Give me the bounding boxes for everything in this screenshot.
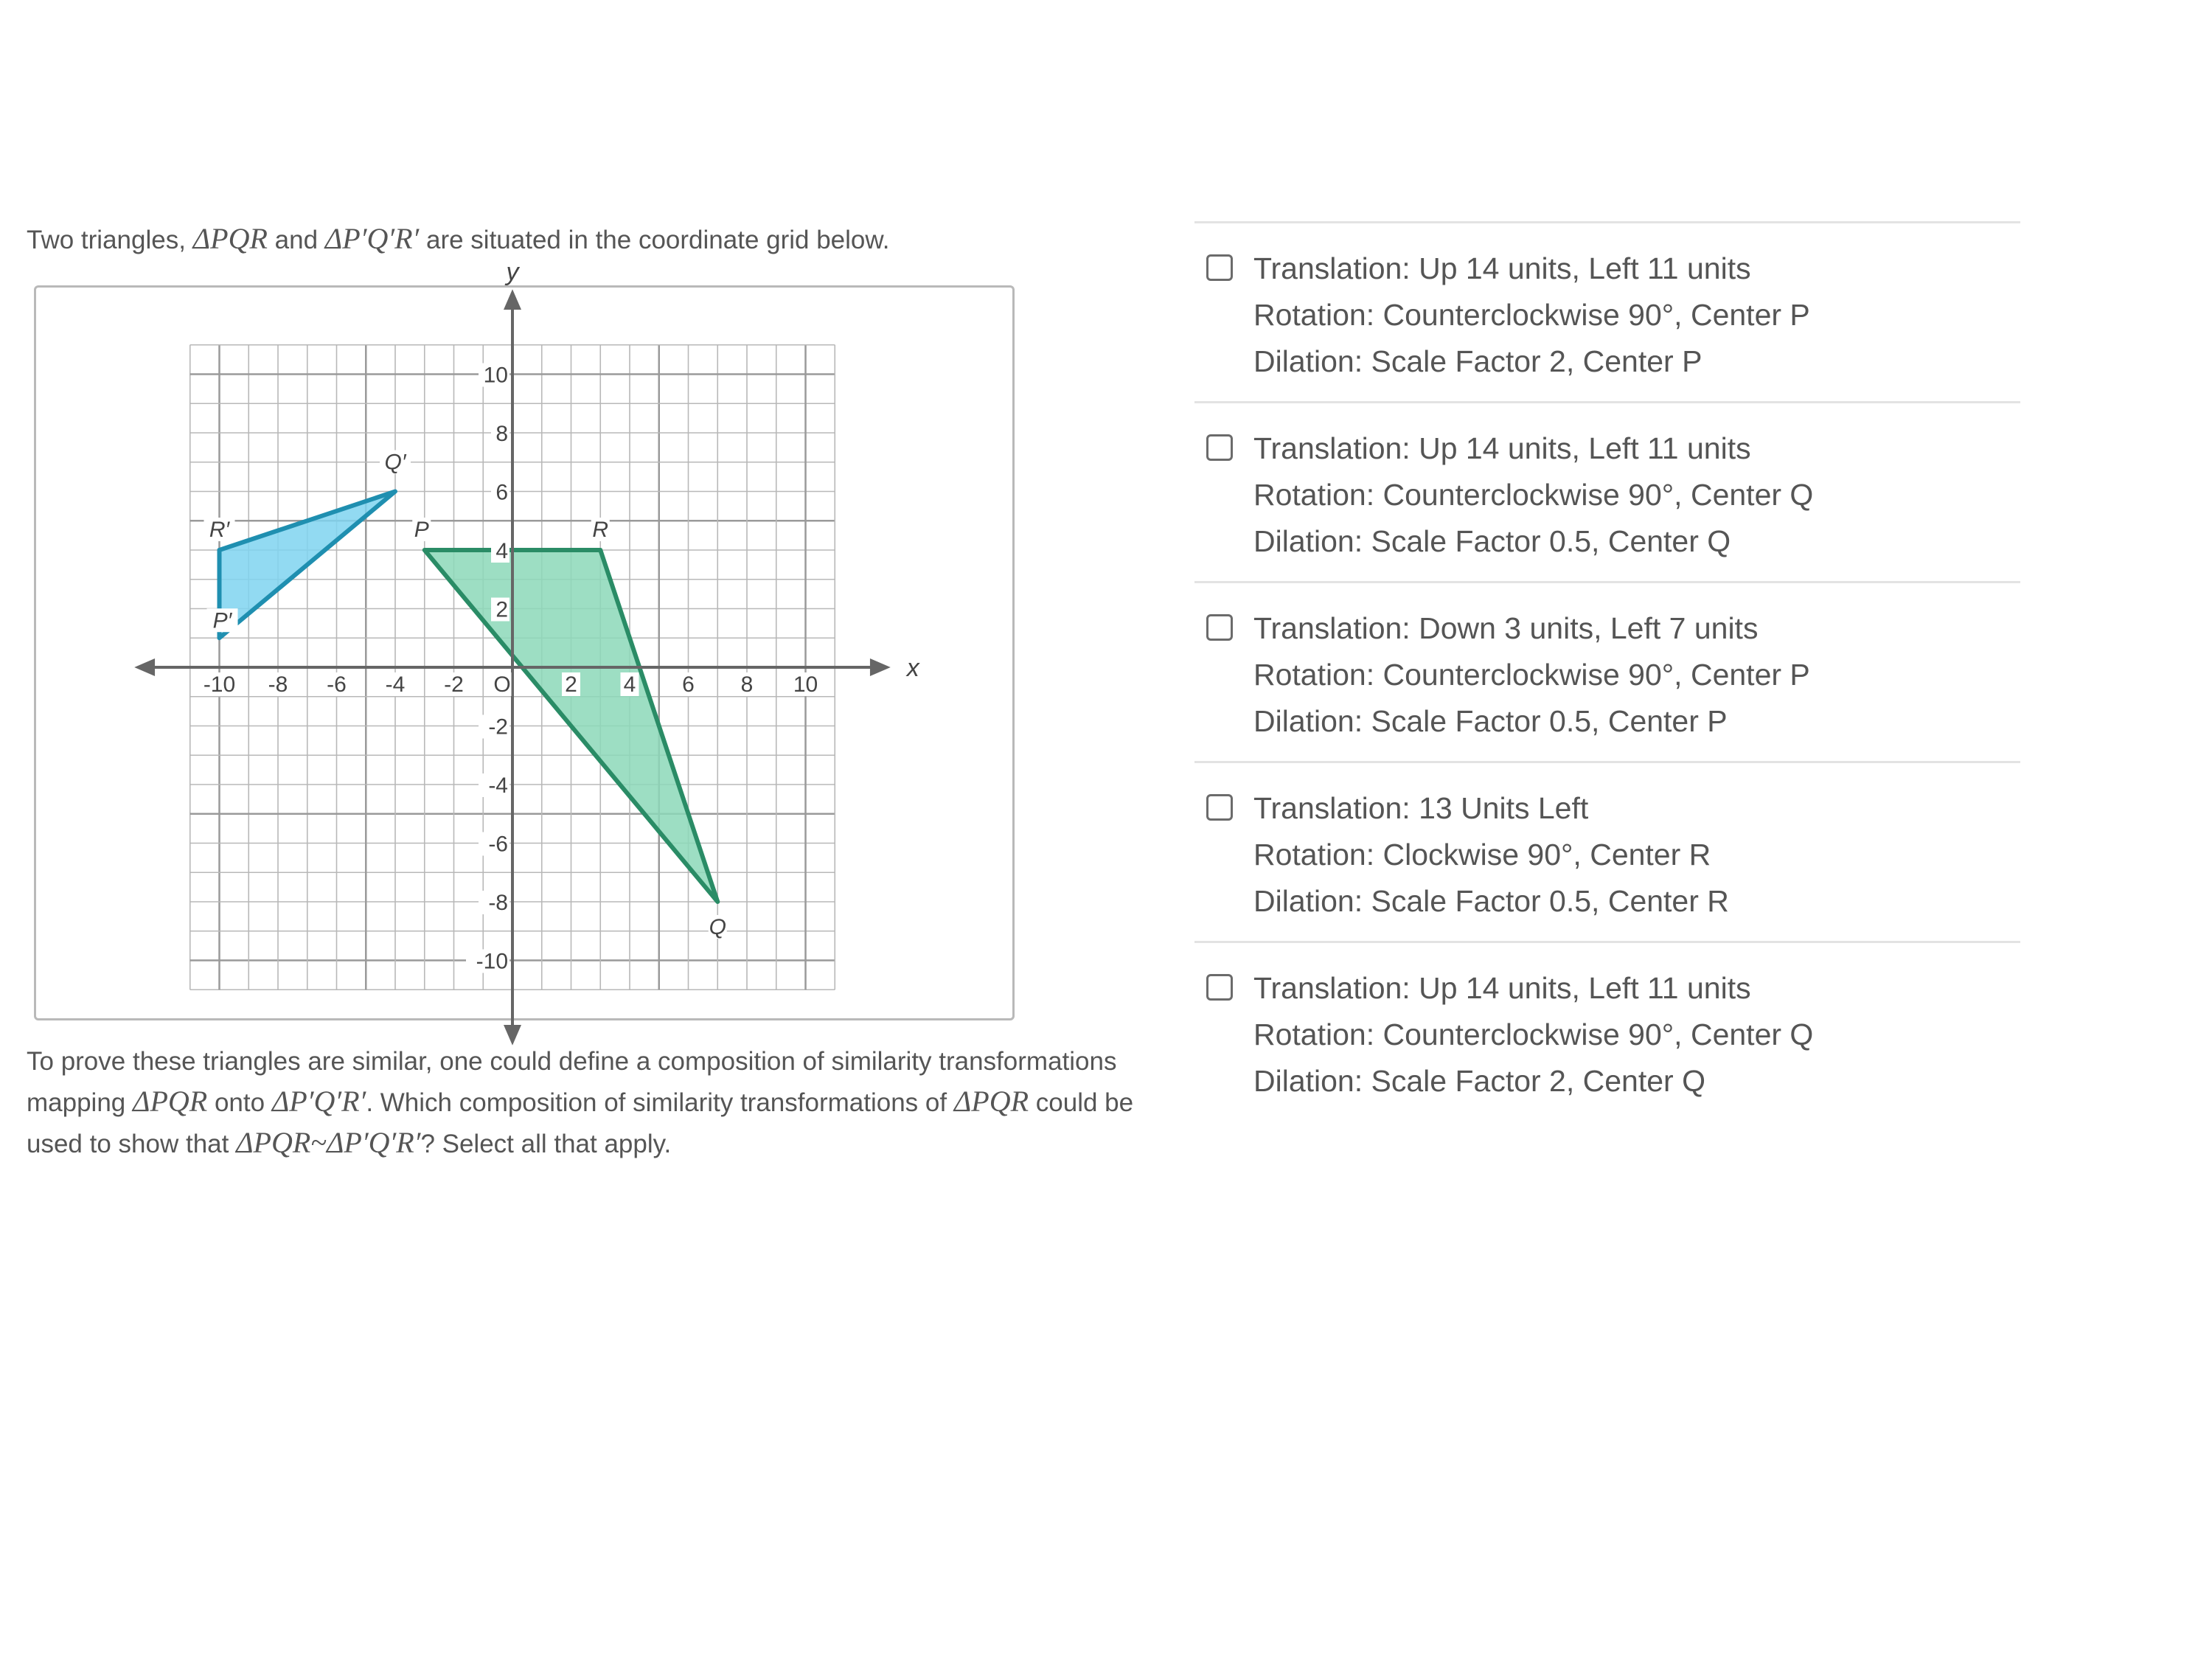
question-part-5: ? Select all that apply.	[420, 1130, 672, 1158]
answer-option-3[interactable]	[1194, 581, 2020, 761]
question-part-1: To prove these triangles are similar, one could define a composition of similarity transformations mapping	[27, 1047, 1117, 1117]
vertex-label: P′	[212, 608, 232, 633]
x-tick-label: -8	[268, 672, 288, 697]
option-3-dilation: Dilation: Scale Factor 0.5, Center P	[1253, 704, 1728, 738]
x-tick-label: -10	[203, 672, 236, 697]
checkbox-option-4[interactable]	[1206, 794, 1233, 821]
option-2-dilation: Dilation: Scale Factor 0.5, Center Q	[1253, 524, 1731, 558]
vertex-label: Q	[709, 915, 726, 939]
y-tick-label: 8	[495, 422, 508, 446]
x-tick-label: 6	[682, 672, 695, 697]
y-tick-label: -10	[476, 949, 508, 974]
x-tick-label: -6	[327, 672, 347, 697]
vertex-label: P	[414, 518, 429, 542]
x-tick-label: 10	[793, 672, 818, 697]
coordinate-grid-svg	[36, 258, 1017, 1023]
intro-and: and	[274, 226, 319, 254]
option-4-dilation: Dilation: Scale Factor 0.5, Center R	[1253, 884, 1729, 918]
answer-option-4[interactable]	[1194, 761, 2020, 941]
origin-label: O	[493, 672, 511, 697]
x-axis-arrow-left	[134, 658, 155, 676]
option-1-translation: Translation: Up 14 units, Left 11 units	[1253, 251, 1751, 285]
x-tick-label: 2	[565, 672, 577, 697]
vertex-label: R	[592, 518, 609, 542]
question-tri-2: ΔP′Q′R′	[271, 1085, 366, 1118]
question-text	[27, 1042, 1177, 1164]
answer-option-2[interactable]	[1194, 401, 2020, 581]
y-tick-label: -4	[488, 773, 508, 798]
option-3-translation: Translation: Down 3 units, Left 7 units	[1253, 611, 1759, 645]
question-part-3: . Which composition of similarity transformations of	[366, 1088, 947, 1117]
coordinate-graph	[34, 258, 1015, 1020]
answer-option-5[interactable]	[1194, 941, 2020, 1121]
checkbox-option-3[interactable]	[1206, 614, 1233, 641]
option-5-dilation: Dilation: Scale Factor 2, Center Q	[1253, 1064, 1705, 1098]
option-4-rotation: Rotation: Clockwise 90°, Center R	[1253, 838, 1711, 872]
question-tri-1: ΔPQR	[133, 1085, 208, 1118]
question-part-4: could be used to show that	[27, 1088, 1134, 1158]
option-3-rotation: Rotation: Counterclockwise 90°, Center P	[1253, 658, 1810, 692]
intro-suffix: are situated in the coordinate grid below.	[426, 226, 890, 254]
question-tri-3: ΔPQR	[953, 1085, 1029, 1118]
y-tick-label: 4	[495, 539, 508, 563]
y-tick-label: -2	[488, 714, 508, 740]
checkbox-option-1[interactable]	[1206, 254, 1233, 281]
intro-text	[27, 221, 889, 256]
question-part-2: onto	[214, 1088, 265, 1117]
option-4-translation: Translation: 13 Units Left	[1253, 791, 1589, 825]
option-1-dilation: Dilation: Scale Factor 2, Center P	[1253, 344, 1703, 378]
x-tick-label: -2	[444, 672, 464, 697]
option-2-translation: Translation: Up 14 units, Left 11 units	[1253, 431, 1751, 465]
y-axis-label: y	[506, 258, 519, 287]
intro-prefix: Two triangles,	[27, 226, 186, 254]
x-axis-arrow-right	[870, 658, 891, 676]
option-2-rotation: Rotation: Counterclockwise 90°, Center Q	[1253, 478, 1814, 512]
y-tick-label: 2	[495, 597, 508, 622]
option-5-rotation: Rotation: Counterclockwise 90°, Center Q	[1253, 1018, 1814, 1051]
y-tick-label: -8	[488, 891, 508, 915]
vertex-label: Q′	[384, 450, 406, 475]
answer-options	[1194, 221, 2020, 1121]
x-tick-label: 8	[740, 672, 754, 697]
option-5-translation: Translation: Up 14 units, Left 11 units	[1253, 971, 1751, 1005]
triangle-prime-symbol: ΔP′Q′R′	[324, 222, 420, 255]
y-tick-label: 10	[483, 363, 508, 388]
x-axis-label: x	[906, 654, 919, 682]
checkbox-option-5[interactable]	[1206, 974, 1233, 1001]
triangle-pqr-symbol: ΔPQR	[192, 222, 268, 255]
vertex-label: R′	[209, 518, 230, 542]
checkbox-option-2[interactable]	[1206, 434, 1233, 461]
y-tick-label: -6	[488, 832, 508, 857]
y-tick-label: 6	[495, 480, 508, 505]
option-1-rotation: Rotation: Counterclockwise 90°, Center P	[1253, 298, 1810, 332]
x-tick-label: 4	[623, 672, 636, 697]
answer-option-1[interactable]	[1194, 221, 2020, 401]
question-similarity: ΔPQR~ΔP′Q′R′	[236, 1126, 421, 1159]
y-axis-arrow-up	[504, 289, 521, 310]
x-tick-label: -4	[385, 672, 406, 697]
